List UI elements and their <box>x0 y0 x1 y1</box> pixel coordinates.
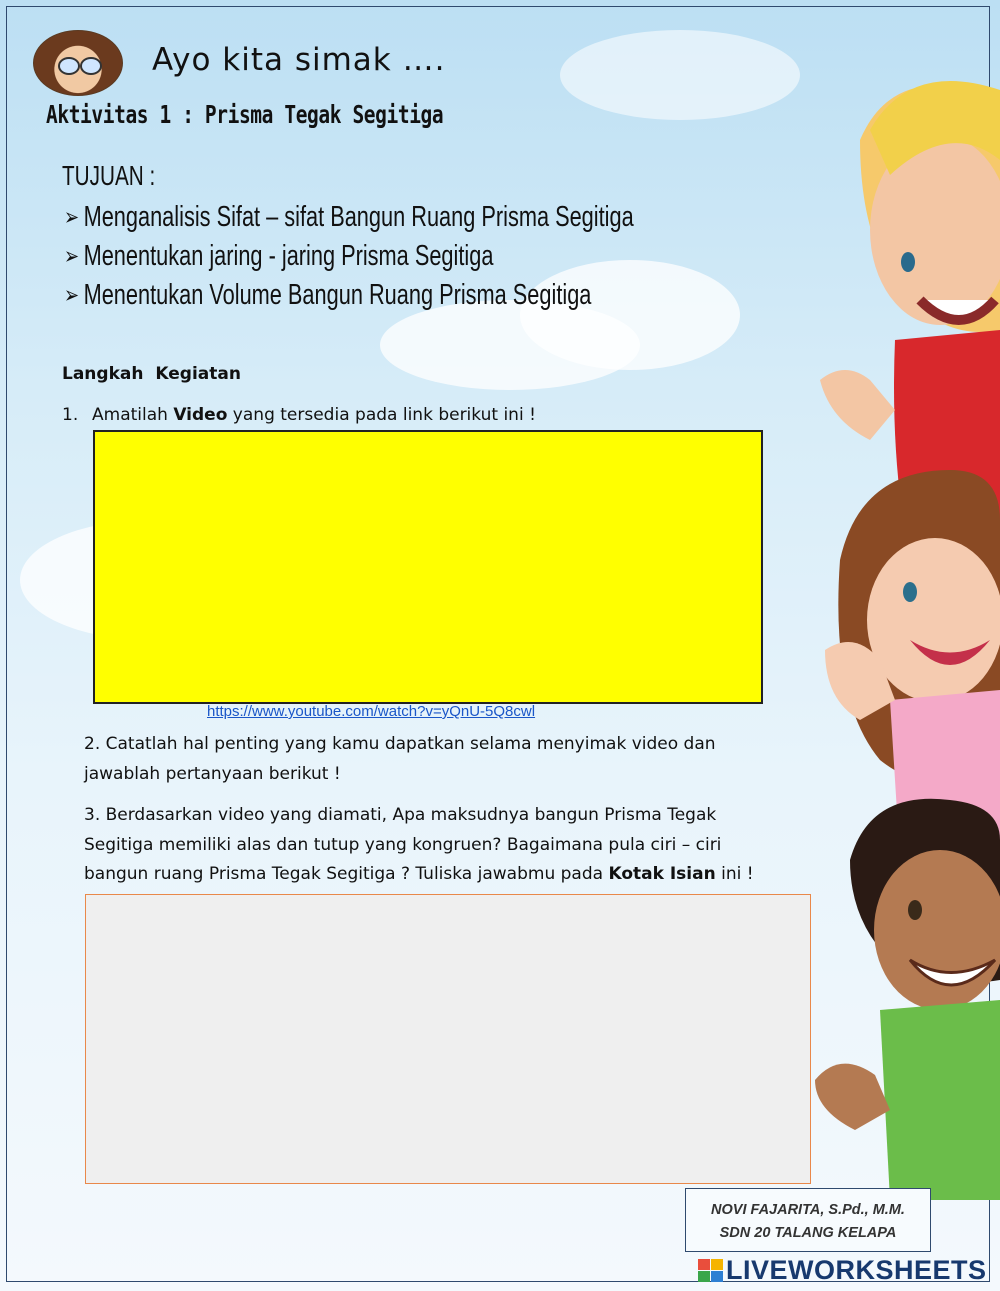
step-bold-text: Video <box>173 405 228 425</box>
detective-avatar-image <box>33 30 123 96</box>
goal-item <box>64 237 634 276</box>
goals-list <box>64 198 824 315</box>
kids-illustration <box>800 0 1000 1291</box>
step-line: 3. Berdasarkan video yang diamati, Apa maksudnya bangun Prisma Tegak <box>84 805 717 825</box>
liveworksheets-logo-icon <box>698 1259 723 1282</box>
activity-title: Aktivitas 1 : Prisma Tegak Segitiga <box>46 100 444 129</box>
liveworksheets-brand[interactable] <box>698 1254 987 1286</box>
arrow-bullet-icon: ➢ <box>64 282 80 309</box>
answer-input-box[interactable] <box>85 894 811 1184</box>
brand-name: LIVEWORKSHEETS <box>726 1254 987 1285</box>
arrow-bullet-icon: ➢ <box>64 204 80 231</box>
step-bold-text: Kotak Isian <box>608 864 716 884</box>
author-name: NOVI FAJARITA, S.Pd., M.M. <box>711 1202 905 1218</box>
steps-title: Langkah Kegiatan <box>62 364 241 384</box>
author-signature-box <box>685 1188 931 1252</box>
step-2-instruction <box>84 730 804 789</box>
step-number: 1. <box>62 405 79 425</box>
step-text: Amatilah <box>92 405 174 425</box>
school-name: SDN 20 TALANG KELAPA <box>719 1225 897 1241</box>
step-1-instruction <box>62 405 536 425</box>
step-line: Segitiga memiliki alas dan tutup yang kongruen? Bagaimana pula ciri – ciri <box>84 834 722 855</box>
glasses-icon <box>80 57 102 75</box>
glasses-icon <box>58 57 80 75</box>
step-text: yang tersedia pada link berikut ini ! <box>227 405 536 425</box>
step-text: bangun ruang Prisma Tegak Segitiga ? Tuliska jawabmu pada <box>84 864 609 884</box>
page-heading: Ayo kita simak …. <box>152 42 446 78</box>
step-3-question <box>84 801 804 890</box>
step-text: ini ! <box>715 864 754 884</box>
goal-label: Menganalisis Sifat – sifat Bangun Ruang Prisma Segitiga <box>83 201 634 233</box>
goals-title: TUJUAN : <box>62 160 156 191</box>
goal-item <box>64 276 634 315</box>
step-line: jawablah pertanyaan berikut ! <box>84 763 341 784</box>
goal-label: Menentukan jaring - jaring Prisma Segitiga <box>83 240 494 272</box>
goal-label: Menentukan Volume Bangun Ruang Prisma Segitiga <box>83 279 592 311</box>
video-embed-box[interactable] <box>93 430 763 704</box>
video-link[interactable]: https://www.youtube.com/watch?v=yQnU-5Q8cwl <box>207 703 536 720</box>
arrow-bullet-icon: ➢ <box>64 243 80 270</box>
step-line: 2. Catatlah hal penting yang kamu dapatkan selama menyimak video dan <box>84 734 716 754</box>
step-line <box>84 860 804 890</box>
goal-item <box>64 198 634 237</box>
